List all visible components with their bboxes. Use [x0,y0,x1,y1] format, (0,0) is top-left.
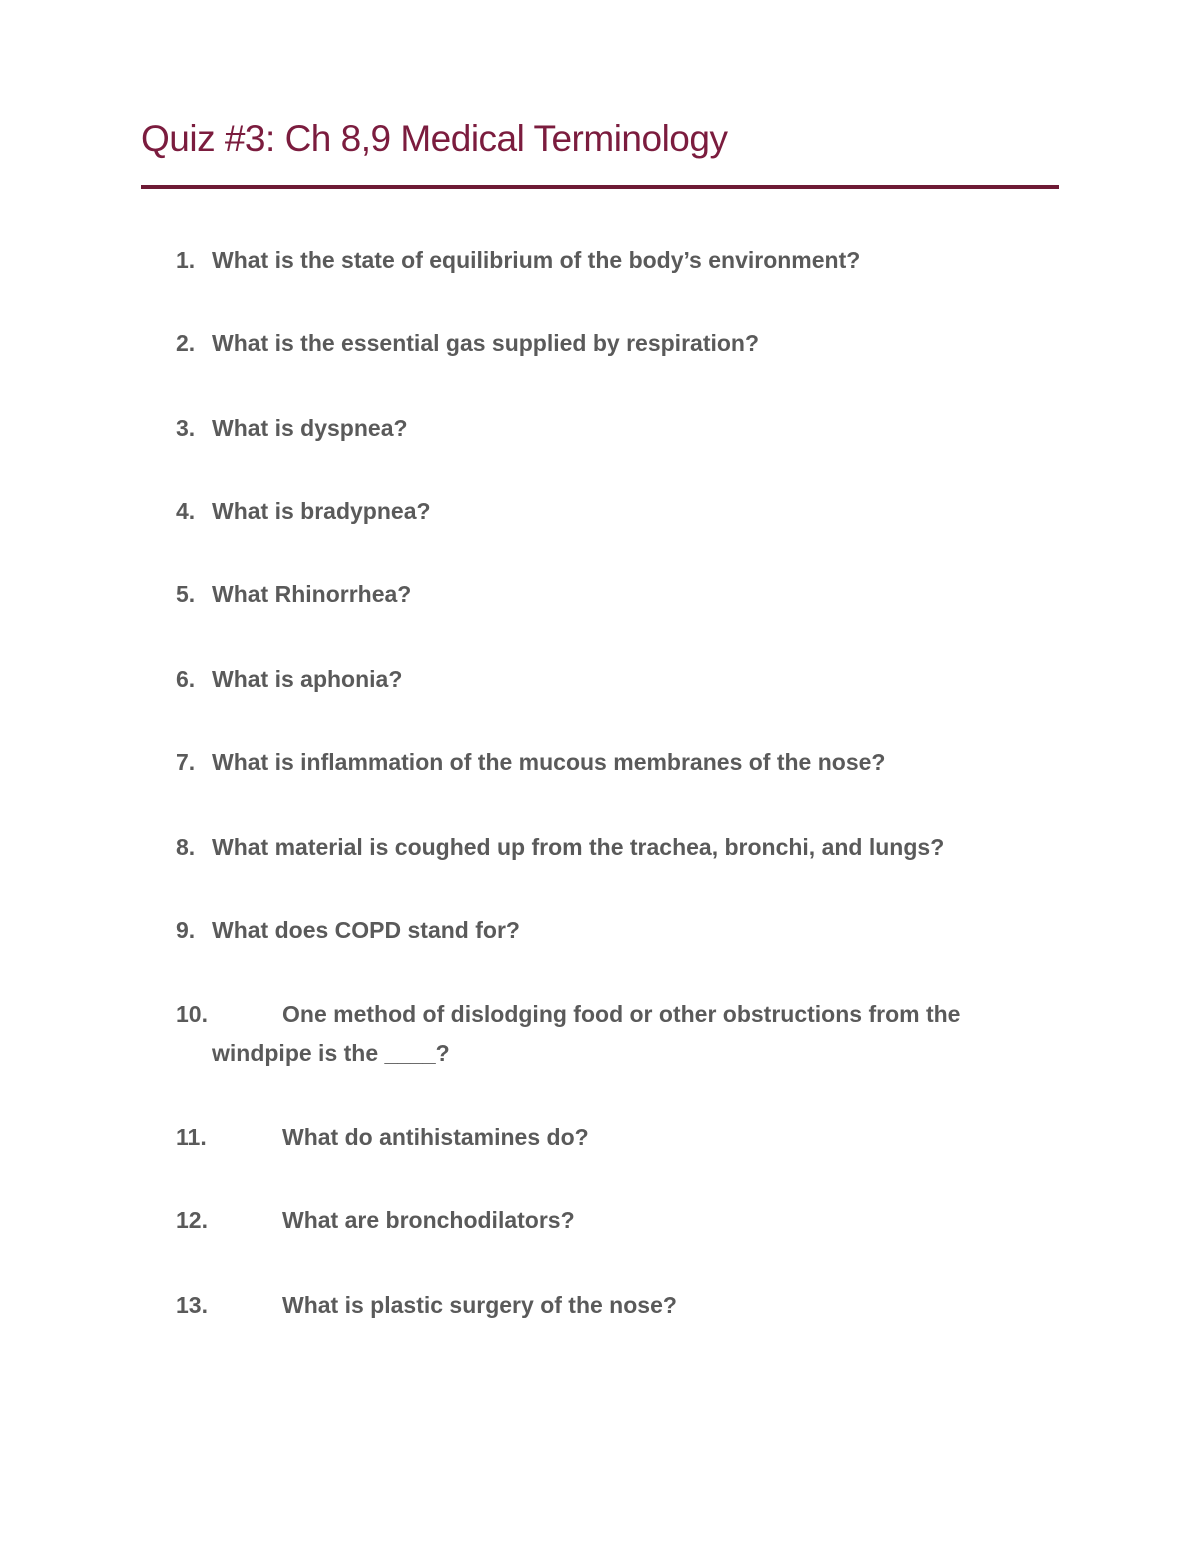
question-number: 13. [176,1292,208,1318]
question-item [176,911,1056,950]
question-number: 2. [176,330,196,356]
question-item [176,660,1056,699]
question-item [176,492,1056,531]
question-text: What is the state of equilibrium of the body’s environment? [212,247,861,273]
question-text: What is bradypnea? [212,498,431,524]
question-text: What is inflammation of the mucous membranes of the nose? [212,749,886,775]
question-text: What is the essential gas supplied by respiration? [212,330,760,356]
question-number: 1. [176,247,196,273]
question-text: What is aphonia? [212,666,403,692]
question-number: 3. [176,415,196,441]
question-item [176,743,1056,782]
question-item [176,575,1056,614]
title-divider [141,185,1059,189]
question-number: 8. [176,834,196,860]
question-item [176,241,1056,280]
question-text: What is dyspnea? [212,415,408,441]
question-item [176,1201,1056,1240]
question-text: What does COPD stand for? [212,917,520,943]
page-title: Quiz #3: Ch 8,9 Medical Terminology [141,118,728,159]
question-number: 7. [176,749,196,775]
question-number: 12. [176,1207,208,1233]
question-item [176,1118,1056,1157]
question-text: One method of dislodging food or other obstructions from the [282,1001,961,1027]
question-number: 10. [176,1001,208,1027]
question-text: What Rhinorrhea? [212,581,412,607]
question-text: What do antihistamines do? [282,1124,589,1150]
question-text: What is plastic surgery of the nose? [282,1292,677,1318]
question-text-continued: windpipe is the ____? [212,1040,450,1066]
question-item [176,409,1056,448]
question-item [176,828,1056,867]
question-text: What material is coughed up from the trachea, bronchi, and lungs? [212,834,945,860]
question-text: What are bronchodilators? [282,1207,575,1233]
question-item [176,995,1056,1073]
question-number: 5. [176,581,196,607]
question-number: 6. [176,666,196,692]
question-number: 11. [176,1124,207,1150]
question-item [176,324,1056,363]
question-number: 9. [176,917,196,943]
question-number: 4. [176,498,196,524]
question-item [176,1286,1056,1325]
